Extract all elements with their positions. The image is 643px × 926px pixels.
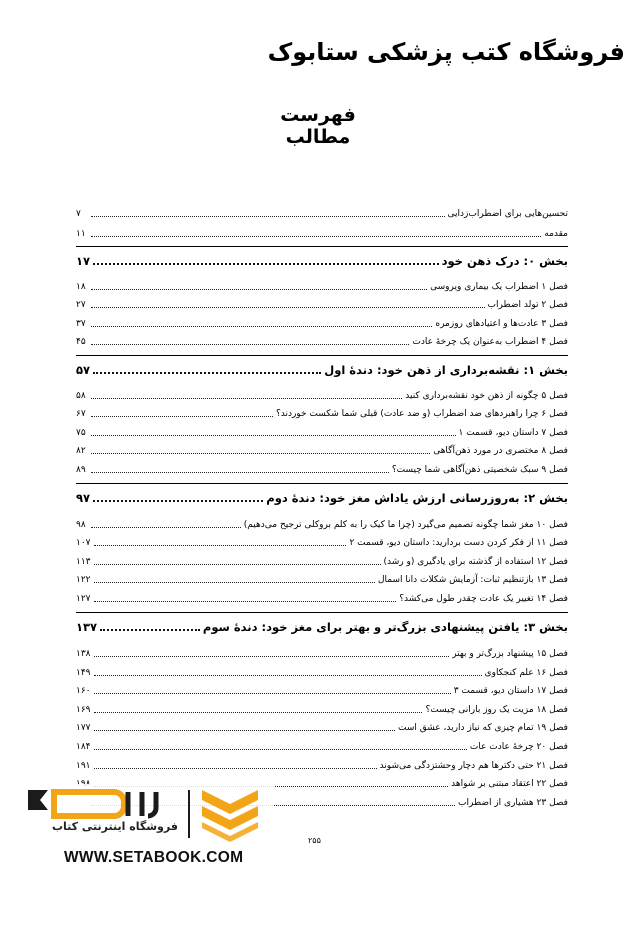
toc-entry-title: فصل ۶ چرا راهبردهای ضد اضطراب (و ضد عادت) قبلی شما شکست خوردند؟ xyxy=(275,409,568,419)
toc-entry-title: تحسین‌هایی برای اضطراب‌زدایی xyxy=(447,209,568,219)
toc-entry-title: فصل ۵ چگونه از ذهن خود نقشه‌برداری کنید xyxy=(405,391,568,401)
toc-entry xyxy=(76,336,568,348)
toc-part-heading xyxy=(76,254,568,268)
toc-entry-page: ۱۰۷ xyxy=(76,538,91,548)
toc-entry-page: ۵۸ xyxy=(76,391,86,401)
dot-leader xyxy=(91,289,427,290)
dot-leader xyxy=(94,693,451,694)
toc-entry-page: ۳۷ xyxy=(76,319,86,329)
toc-entry xyxy=(76,281,568,293)
dot-leader xyxy=(91,416,273,417)
toc-entry-title: فصل ۱ اضطراب یک بیماری ویروسی xyxy=(430,282,568,292)
dot-leader xyxy=(94,656,450,657)
toc-entry-title: فصل ۱۷ داستان دیو، قسمت ۳ xyxy=(453,686,568,696)
toc-entry-title: فصل ۱۴ تغییر یک عادت چقدر طول می‌کشد؟ xyxy=(399,594,568,604)
dot-leader xyxy=(94,545,347,546)
toc-entry-page: ۱۱۳ xyxy=(76,557,91,567)
dot-leader xyxy=(91,344,409,345)
toc-entry xyxy=(76,408,568,420)
dot-leader xyxy=(91,472,389,473)
toc-entry xyxy=(76,390,568,402)
toc-entry xyxy=(76,667,568,679)
toc-entry-title: فصل ۱۵ پیشنهاد بزرگ‌تر و بهتر xyxy=(452,649,568,659)
toc-entry-page: ۱۶۰ xyxy=(76,686,91,696)
dot-leader xyxy=(94,564,381,565)
toc-entry-title: فصل ۸ مختصری در مورد ذهن‌آگاهی xyxy=(433,446,568,456)
toc-entry xyxy=(76,741,568,753)
dot-leader xyxy=(91,307,485,308)
dot-leader xyxy=(94,675,482,676)
toc-entry xyxy=(76,228,568,240)
toc-entry xyxy=(76,464,568,476)
toc-entry-page: ۹۷ xyxy=(76,491,91,505)
toc-entry xyxy=(76,648,568,660)
dot-leader xyxy=(100,629,200,631)
toc-entry-title: بخش ۱: نقشه‌برداری از ذهن خود: دندهٔ اول xyxy=(324,363,568,377)
dot-leader xyxy=(91,435,456,436)
toc-entry-title: فصل ۷ داستان دیو، قسمت ۱ xyxy=(458,428,568,438)
toc-entry-title: فصل ۲۳ هشیاری از اضطراب xyxy=(458,798,568,808)
toc-entry-page: ۱۳۸ xyxy=(76,649,91,659)
toc-entry-title: فصل ۲ تولد اضطراب xyxy=(487,300,568,310)
toc-entry-title: فصل ۲۲ اعتقاد مبتنی بر شواهد xyxy=(451,779,568,789)
toc-entry-title: فصل ۴ اضطراب به‌عنوان یک چرخهٔ عادت xyxy=(412,337,568,347)
toc-entry-title: فصل ۱۹ تمام چیزی که نیاز دارید، عشق است xyxy=(398,723,568,733)
toc-part-heading xyxy=(76,620,568,634)
dot-leader xyxy=(94,712,423,713)
dot-leader xyxy=(91,527,241,528)
toc-entry-title: فصل ۱۳ بازتنظیم ثبات: آزمایش شکلات دانا اسمال xyxy=(377,575,568,585)
toc-entry-page: ۷ xyxy=(76,209,81,219)
toc-entry-title: فصل ۱۱ از فکر کردن دست بردارید: داستان دیو، قسمت ۲ xyxy=(349,538,568,548)
toc-entry-title: فصل ۲۰ چرخهٔ عادت عات xyxy=(469,742,568,752)
toc-entry-page: ۸۹ xyxy=(76,465,86,475)
toc-entry-title: بخش ۲: به‌روزرسانی ارزش یاداش مغز خود: دندهٔ دوم xyxy=(266,491,568,505)
toc-entry xyxy=(76,556,568,568)
toc-entry-page: ۱۹۱ xyxy=(76,761,91,771)
toc-entry-title: فصل ۱۸ مزیت یک روز بارانی چیست؟ xyxy=(425,705,568,715)
toc-entry-page: ۱۸۴ xyxy=(76,742,91,752)
store-name-header: فروشگاه کتب پزشکی ستابوک xyxy=(267,38,625,66)
toc-title: فهرست مطالب xyxy=(280,104,356,148)
dot-leader xyxy=(94,749,467,750)
dot-leader xyxy=(91,216,445,217)
toc-entry-page: ۱۲۷ xyxy=(76,594,91,604)
toc-entry-title: مقدمه xyxy=(544,229,568,239)
dot-leader xyxy=(91,236,541,237)
toc-entry-page: ۹۸ xyxy=(76,520,86,530)
toc-entry xyxy=(76,574,568,586)
dot-leader xyxy=(91,453,430,454)
page-number: ۲۵۵ xyxy=(308,836,321,845)
toc-entry xyxy=(76,427,568,439)
toc-entry xyxy=(76,760,568,772)
toc-entry-page: ۴۵ xyxy=(76,337,86,347)
toc-entry-title: فصل ۲۱ حتی دکترها هم دچار وحشتزدگی می‌شوند xyxy=(379,761,568,771)
section-divider xyxy=(76,483,568,484)
logo-tagline: فروشگاه اینترنتی کتاب xyxy=(52,820,178,833)
toc-entry xyxy=(76,299,568,311)
section-divider xyxy=(76,246,568,247)
toc-entry-title: فصل ۹ سبک شخصیتی ذهن‌آگاهی شما چیست؟ xyxy=(391,465,568,475)
toc-entry-title: فصل ۱۰ مغز شما چگونه تصمیم می‌گیرد (چرا ما کیک را به کلم بروکلی ترجیح می‌دهیم) xyxy=(243,520,568,530)
toc-entry-page: ۱۱ xyxy=(76,229,86,239)
toc-entry-page: ۶۷ xyxy=(76,409,86,419)
website-url[interactable]: WWW.SETABOOK.COM xyxy=(64,849,244,866)
toc-entry-title: بخش ۳: یافتن پیشنهادی بزرگ‌تر و بهتر برای مغز خود: دندهٔ سوم xyxy=(202,620,568,634)
dot-leader xyxy=(94,601,397,602)
dot-leader xyxy=(93,500,263,502)
toc-entry xyxy=(76,318,568,330)
toc-entry-page: ۱۲۲ xyxy=(76,575,91,585)
dot-leader xyxy=(94,768,377,769)
dot-leader xyxy=(94,730,395,731)
section-divider xyxy=(76,355,568,356)
toc-entry-page: ۱۴۹ xyxy=(76,668,91,678)
toc-entry-page: ۷۵ xyxy=(76,428,86,438)
toc-entry-title: فصل ۱۲ استفاده از گذشته برای یادگیری (و رشد) xyxy=(383,557,568,567)
toc-entry xyxy=(76,519,568,531)
section-divider xyxy=(76,612,568,613)
toc-entry xyxy=(76,537,568,549)
toc-entry-page: ۱۶۹ xyxy=(76,705,91,715)
toc-entry xyxy=(76,722,568,734)
toc-entry-page: ۸۲ xyxy=(76,446,86,456)
toc-entry xyxy=(76,704,568,716)
dot-leader xyxy=(94,582,375,583)
toc-entry xyxy=(76,593,568,605)
toc-entry-page: ۱۷ xyxy=(76,254,91,268)
toc-part-heading xyxy=(76,363,568,377)
toc-entry xyxy=(76,685,568,697)
toc-entry-page: ۱۸ xyxy=(76,282,86,292)
dot-leader xyxy=(93,263,439,265)
toc-entry-page: ۵۷ xyxy=(76,363,91,377)
toc-part-heading xyxy=(76,491,568,505)
toc-entry-page: ۱۷۷ xyxy=(76,723,91,733)
toc-entry-page: ۲۷ xyxy=(76,300,86,310)
dot-leader xyxy=(91,398,402,399)
toc-entry-title: فصل ۱۶ علم کنجکاوی xyxy=(484,668,568,678)
toc-entry xyxy=(76,208,568,220)
dot-leader xyxy=(91,326,432,327)
toc-entry xyxy=(76,445,568,457)
toc-entry-page: ۱۳۷ xyxy=(76,620,98,634)
dot-leader xyxy=(93,372,321,374)
toc-entry-title: بخش ۰: درک ذهن خود xyxy=(441,254,568,268)
toc-entry-title: فصل ۳ عادت‌ها و اعتیادهای روزمره xyxy=(435,319,568,329)
